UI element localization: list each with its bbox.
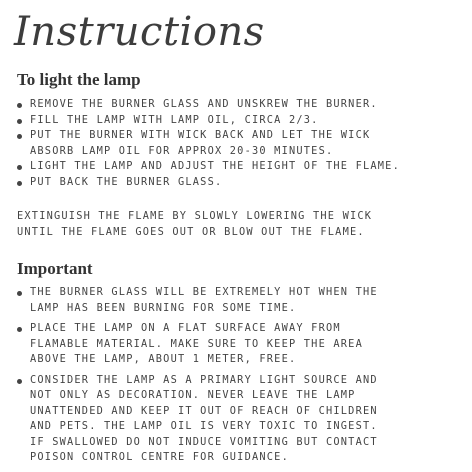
important-notes [0, 285, 472, 471]
bullet-icon [17, 103, 22, 108]
list-item: PUT THE BURNER WITH WICK BACK AND LET THE WICK ABSORB LAMP OIL FOR APPROX 20-30 MINUTES. [0, 128, 454, 159]
bullet-icon [17, 181, 22, 186]
section-heading-light-lamp: To light the lamp [17, 70, 141, 89]
list-item: PLACE THE LAMP ON A FLAT SURFACE AWAY FROM FLAMABLE MATERIAL. MAKE SURE TO KEEP THE AREA ABOVE THE LAMP, ABOUT 1 METER, FREE. [0, 321, 454, 368]
extinguish-paragraph: EXTINGUISH THE FLAME BY SLOWLY LOWERING THE WICK UNTIL THE FLAME GOES OUT OR BLOW OUT THE FLAME. [17, 210, 373, 238]
light-lamp-steps [0, 97, 472, 190]
bullet-icon [17, 379, 22, 384]
page-title: Instructions [14, 9, 265, 55]
section-heading-important: Important [17, 259, 93, 278]
bullet-icon [17, 291, 22, 296]
list-item: LIGHT THE LAMP AND ADJUST THE HEIGHT OF THE FLAME. [0, 159, 454, 175]
bullet-icon [17, 327, 22, 332]
bullet-icon [17, 134, 22, 139]
list-item: PUT BACK THE BURNER GLASS. [0, 175, 454, 191]
list-item: THE BURNER GLASS WILL BE EXTREMELY HOT WHEN THE LAMP HAS BEEN BURNING FOR SOME TIME. [0, 285, 454, 316]
bullet-icon [17, 165, 22, 170]
list-item: CONSIDER THE LAMP AS A PRIMARY LIGHT SOURCE AND NOT ONLY AS DECORATION. NEVER LEAVE THE LAMP UNATTENDED AND KEEP IT OUT OF REACH OF CHILDREN AND PETS. THE LAMP OIL IS VERY TOXIC TO INGEST. IF SWALLOWED DO NOT INDUCE VOMITING BUT CONTACT POISON CONTROL CENTRE FOR GUIDANCE. [0, 373, 454, 466]
list-item: FILL THE LAMP WITH LAMP OIL, CIRCA 2/3. [0, 113, 454, 129]
list-item: REMOVE THE BURNER GLASS AND UNSKREW THE BURNER. [0, 97, 454, 113]
bullet-icon [17, 119, 22, 124]
